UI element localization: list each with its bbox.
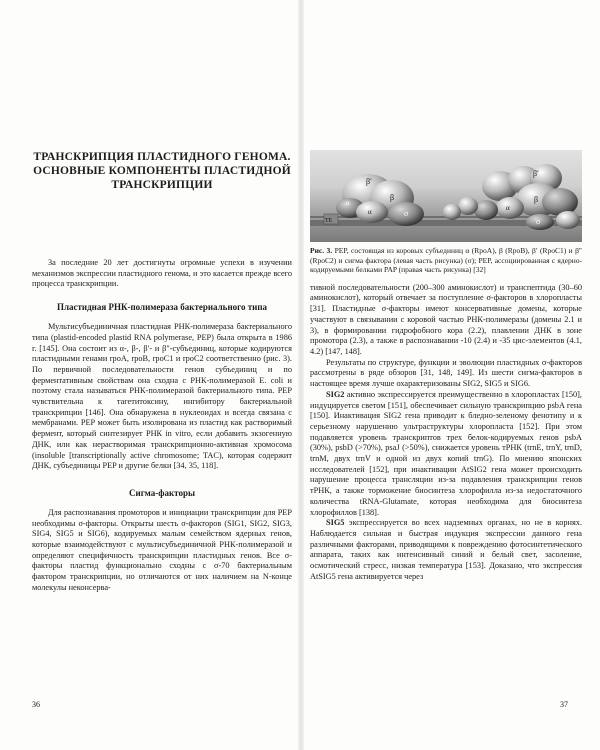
section-heading: Сигма-факторы (129, 487, 195, 498)
caption-label: Рис. 3. (310, 246, 333, 255)
right-page (310, 150, 582, 582)
body-paragraph: Для распознавания промоторов и инициации транскрипции для PEP необходимы σ-факторы. Открыты шесть σ-факторов (SIG1, SIG2, SIG3, SIG4, SIG5 и SIG6), кодируемых малым семейством ядерных генов, которые взаимодействуют с мультисубъединичной РНК-полимеразой и определяют специфичность транскрипции пластидных генов. Все σ-факторы пластид функционально сходны с σ-70 бактериальным фактором транскрипции, но отличаются от них наличием на N-конце молекулы неконсерва- (32, 507, 292, 592)
label-sigma: σ (536, 217, 541, 226)
gene-name: SIG2 (326, 389, 345, 399)
chapter-title-line: ОСНОВНЫЕ КОМПОНЕНТЫ ПЛАСТИДНОЙ (33, 165, 291, 177)
paragraph-text: активно экспрессируется преимущественно в хлоропластах [150], индуцируется светом [151], обеспечивает сильную транскрипцию psbA гена [150]. Инактивация SIG2 гена приводит к бледно-зеленому фенотипу и к серьезному нарушению ультраструктуры хлоропласта [152]. При этом подавляется уровень транскриптов трех белок-кодируемых генов psbA (30%), psbD (>70%), psaJ (>50%), снижается уровень тРНК (trnE, trnY, trnD, trnM, двух trnV и одной из двух копий trnG). По мнению японских исследователей [152], при инактивации AtSIG2 гена может происходить нарушение процесса трансляции из-за подавления транскрипции генов тРНК, а также торможение биосинтеза хлорофилла из-за недостаточного количества tRNA-Glutamate, которая необходима для биосинтеза хлорофиллов [138]. (310, 389, 582, 517)
section-heading: Пластидная РНК-полимераза бактериального типа (56, 302, 268, 313)
left-page (32, 140, 292, 594)
paragraph-text: экспрессируется во всех надземных органах, но не в корнях. Наблюдается сильная и быстрая индукция экспрессии данного гена различными факторами, приводящими к повреждению фотосинтетического аппарата, таких как интенсивный синий и белый свет, засоление, осмотический стресс, низкая температура [153]. Доказано, что экспрессия AtSIG5 гена активируется через (310, 518, 582, 581)
label-beta-prime: β′ (366, 177, 372, 186)
page-number-right: 37 (560, 700, 568, 709)
intro-paragraph: За последние 20 лет достигнуты огромные успехи в изучении механизмов экспрессии пластидного генома, и это касается прежде всего процесса транскрипции. (32, 258, 292, 289)
chapter-title-line: ТРАНСКРИПЦИИ (111, 179, 213, 191)
body-paragraph (310, 518, 582, 582)
label-alpha: α (506, 204, 510, 212)
label-alpha: α (368, 208, 372, 216)
body-paragraph: Мультисубъединичная пластидная РНК-полимераза бактериального типа (plastid-encoded plastid RNA polymerase, PEP) была открыта в 1986 г. [145]. Она состоит из α-, β-, β′- и β″-субъединиц, которые кодируются пластидными генами rpoA, rpoB, rpoC1 и rpoC2 соответственно (рис. 3). По первичной последовательности генов субъединиц и по ферментативным свойствам она сходна с РНК-полимеразой E. coli и поэтому стала называться РНК-полимеразой бактериального типа. PEP чувствительна к тагетитоксину, ингибитору бактериальной транскрипции [146]. Она обнаружена в нуклеоидах и всегда связана с мембранами. PEP может быть изолирована из пластид как растворимый фермент, который синтезирует РНК in vitro, если добавить экзогенную ДНК, или как нерастворимая транскрипционно-активная хромосома (insoluble [transcriptionally active chromosome; TAC), которая содержит ДНК, субъединицы PEP и другие белки [34, 35, 118]. (32, 322, 292, 471)
chapter-title (32, 150, 292, 192)
figure-caption (310, 246, 582, 275)
label-te: TE (325, 218, 333, 224)
page-number-left: 36 (32, 700, 40, 709)
chapter-title-line: ТРАНСКРИПЦИЯ ПЛАСТИДНОГО ГЕНОМА. (33, 151, 291, 163)
label-beta: β (534, 195, 539, 204)
body-paragraph: тивной последовательности (200–300 аминокислот) и транспептида (30–60 аминокислот), который отвечает за поступление σ-факторов в хлоропласты [31]. Пластидные σ-факторы имеют консервативные домены, которые участвуют в связывании с коровой частью РНК-полимеразы (домены 2.1 и 3), в формировании гидрофобного кора (2.2), плавлении ДНК в зоне промотора (2.3), а также в распознавании -10 (2.4) и -35 цис-элементов (4.1, 4.2) [147, 148]. (310, 282, 582, 356)
gene-name: SIG5 (326, 518, 345, 528)
caption-text: PEP, состоящая из коровых субъединиц α (RpoA), β (RpoB), β′ (RpoC1) и β″ (RpoC2) и сигма фактора (левая часть рисунка) (σ); PEP, ассоциированная с ядерно-кодируемыми белками PAP (правая часть рисунка) [32] (310, 246, 583, 275)
book-gutter (298, 0, 304, 750)
label-alpha: α (346, 199, 350, 207)
rna-polymerase-figure (310, 150, 582, 242)
label-beta: β (390, 193, 395, 202)
label-sigma: σ (404, 209, 409, 218)
body-paragraph (310, 390, 582, 518)
body-paragraph: Результаты по структуре, функции и эволюции пластидных σ-факторов рассмотрены в ряде обзоров [31, 148, 149]. Из шести сигма-факторов в настоящее время лучше охарактеризованы SIG2, SIG5 и SIG6. (310, 357, 582, 389)
label-beta-prime: β′ (533, 169, 539, 178)
figure-illustration (310, 150, 582, 242)
